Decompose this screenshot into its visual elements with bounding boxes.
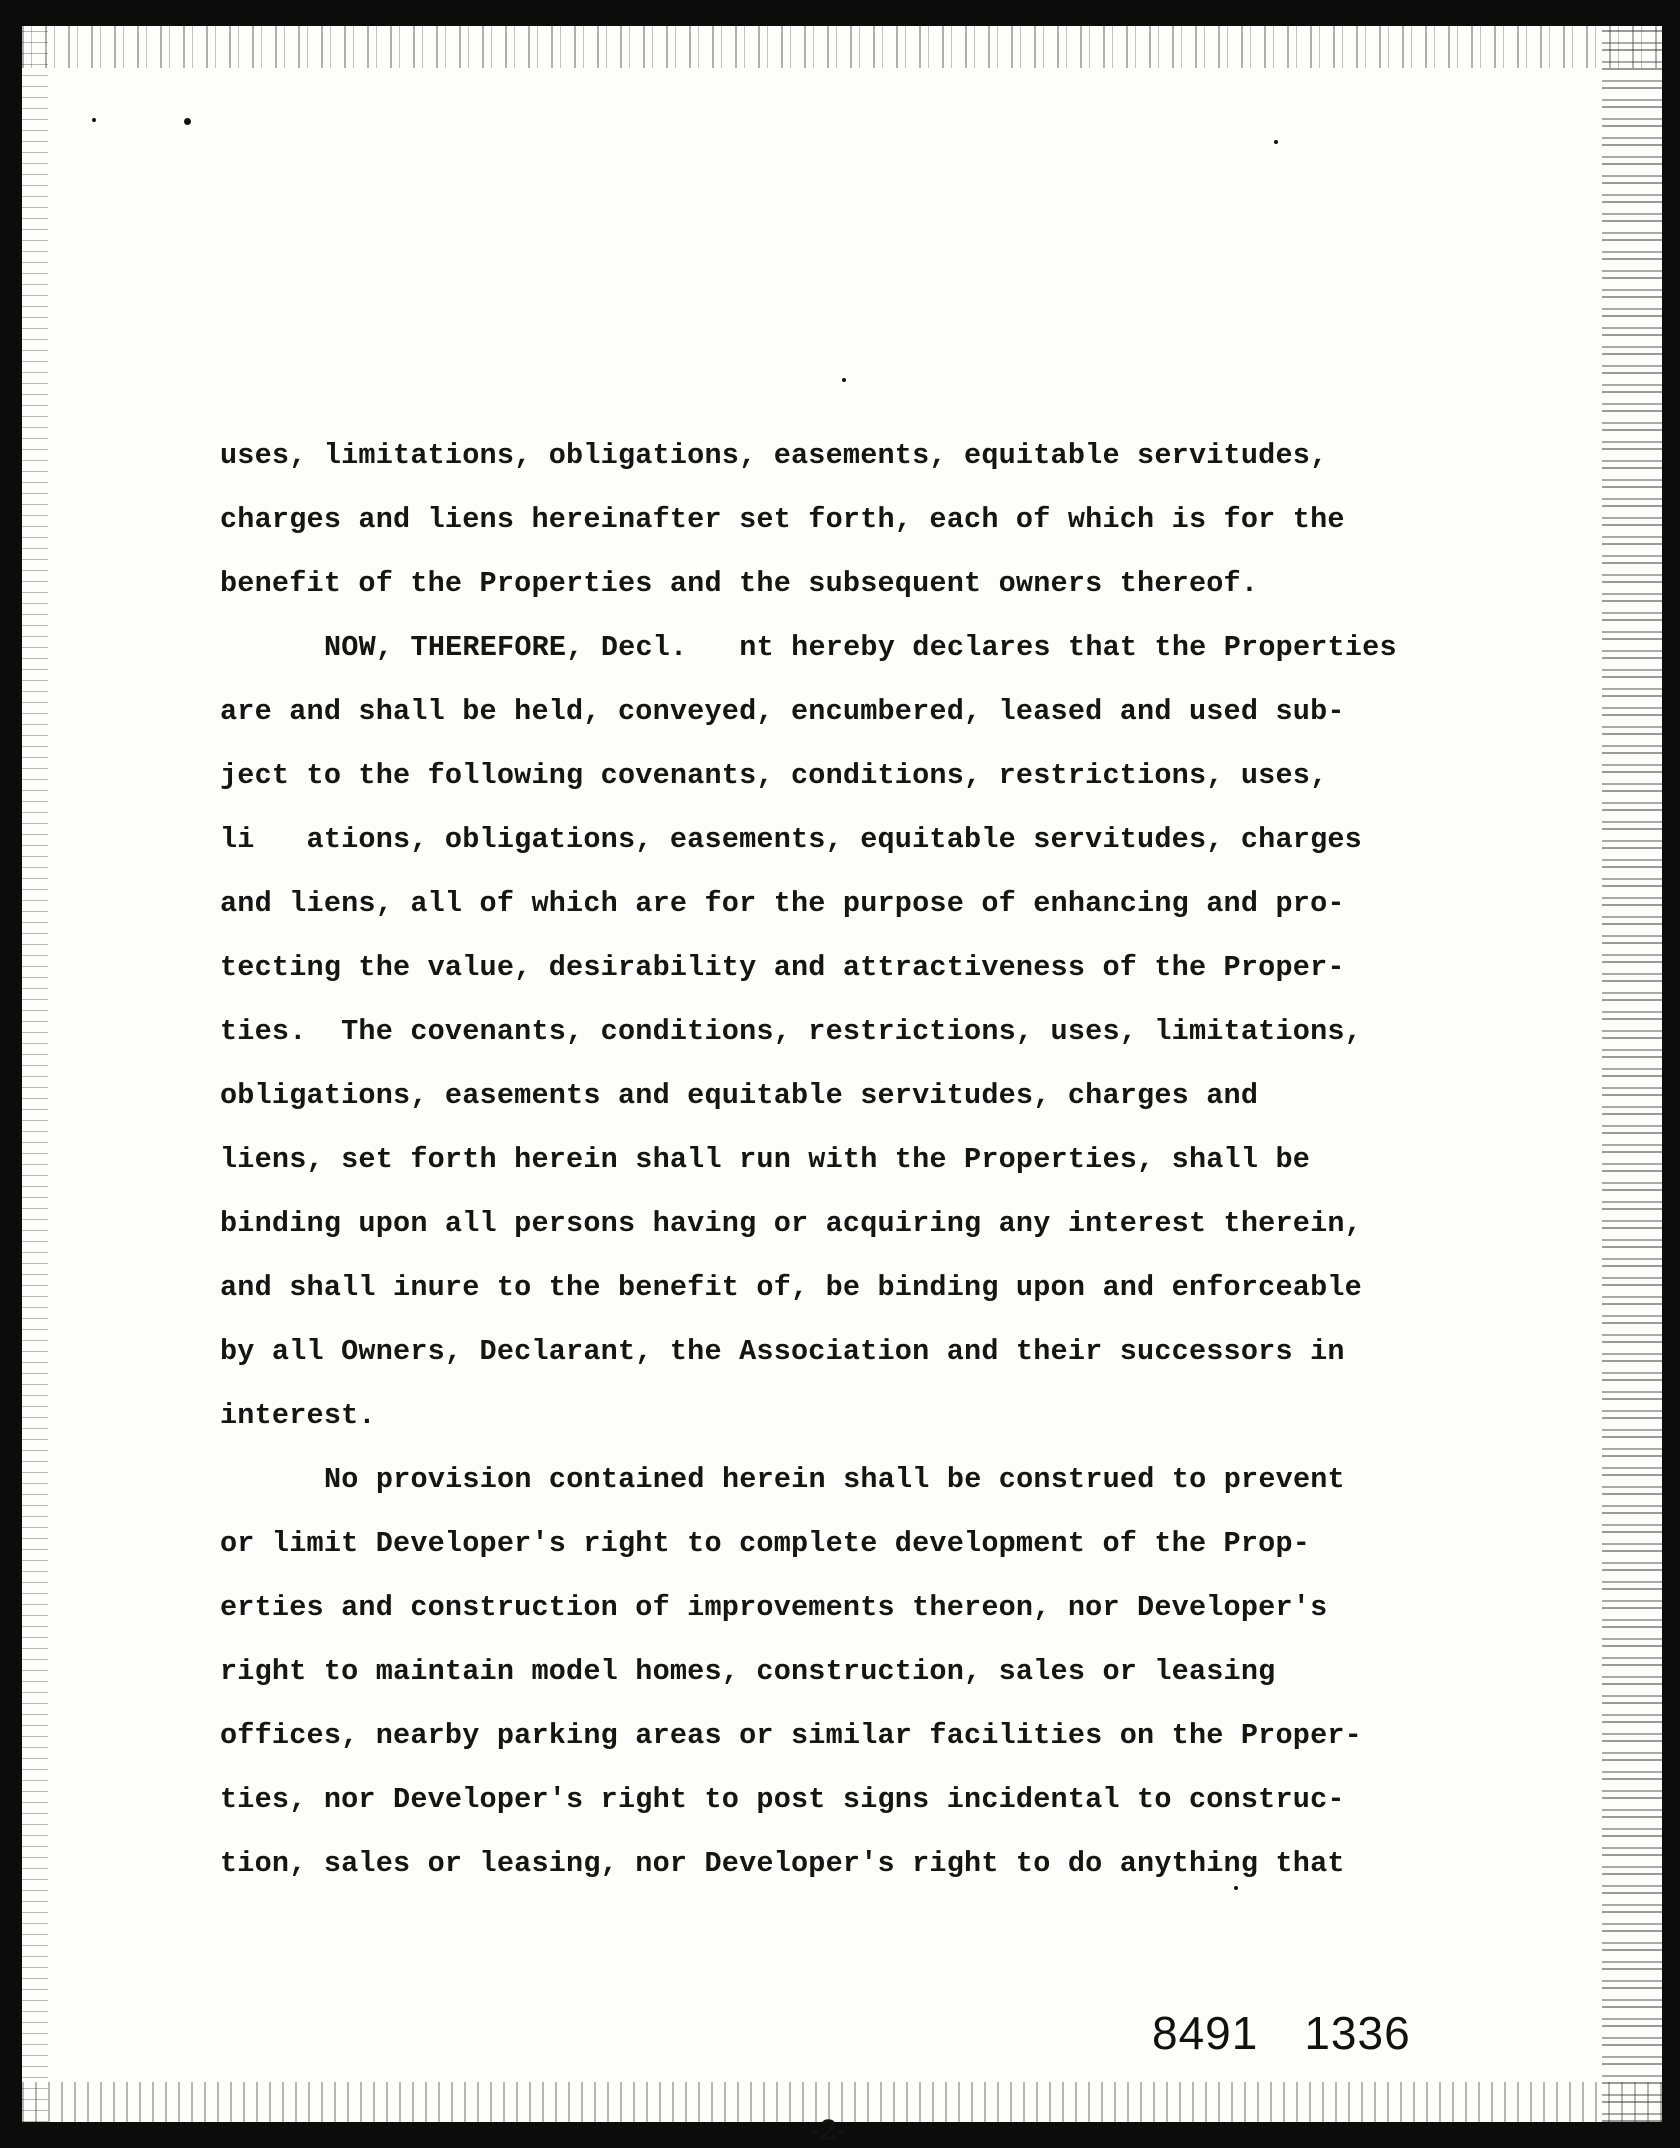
scan-speck xyxy=(92,118,96,122)
page-number: -2- xyxy=(810,2114,847,2147)
text-line: charges and liens hereinafter set forth, each of which is for the xyxy=(220,503,1345,536)
text-line: liens, set forth herein shall run with the Properties, shall be xyxy=(220,1143,1311,1176)
text-line: interest. xyxy=(220,1399,376,1432)
text-line: and shall inure to the benefit of, be binding upon and enforceable xyxy=(220,1271,1362,1304)
text-line: benefit of the Properties and the subsequent owners thereof. xyxy=(220,567,1259,600)
text-line: and liens, all of which are for the purpose of enhancing and pro- xyxy=(220,887,1345,920)
text-line: No provision contained herein shall be construed to prevent xyxy=(324,1463,1345,1496)
text-line: tecting the value, desirability and attractiveness of the Proper- xyxy=(220,951,1345,984)
document-page xyxy=(22,26,1662,2147)
scan-noise-top xyxy=(22,26,1662,68)
text-line: are and shall be held, conveyed, encumbered, leased and used sub- xyxy=(220,695,1345,728)
scan-noise-left xyxy=(22,26,48,2122)
text-line: or limit Developer's right to complete development of the Prop- xyxy=(220,1527,1311,1560)
text-line: right to maintain model homes, construction, sales or leasing xyxy=(220,1655,1276,1688)
text-line: ties, nor Developer's right to post signs incidental to construc- xyxy=(220,1783,1345,1816)
text-line: by all Owners, Declarant, the Association and their successors in xyxy=(220,1335,1345,1368)
page-reference: 1336 xyxy=(1304,2007,1411,2059)
document-body xyxy=(220,424,1560,1896)
scan-noise-right xyxy=(1602,26,1662,2122)
scan-speck xyxy=(842,378,846,382)
scan-speck xyxy=(1274,140,1278,144)
book-number: 8491 xyxy=(1152,2007,1259,2059)
text-line: li ations, obligations, easements, equitable servitudes, charges xyxy=(220,823,1362,856)
scan-speck xyxy=(184,118,191,125)
text-line: ties. The covenants, conditions, restrictions, uses, limitations, xyxy=(220,1015,1362,1048)
text-line: NOW, THEREFORE, Decl. nt hereby declares that the Properties xyxy=(324,631,1397,664)
recording-number xyxy=(1152,2006,1457,2060)
text-line: ject to the following covenants, conditions, restrictions, uses, xyxy=(220,759,1328,792)
text-line: obligations, easements and equitable servitudes, charges and xyxy=(220,1079,1259,1112)
text-line: uses, limitations, obligations, easements, equitable servitudes, xyxy=(220,439,1328,472)
text-line: binding upon all persons having or acquiring any interest therein, xyxy=(220,1207,1362,1240)
text-line: tion, sales or leasing, nor Developer's right to do anything that xyxy=(220,1847,1345,1880)
text-line: erties and construction of improvements thereon, nor Developer's xyxy=(220,1591,1328,1624)
text-line: offices, nearby parking areas or similar facilities on the Proper- xyxy=(220,1719,1362,1752)
